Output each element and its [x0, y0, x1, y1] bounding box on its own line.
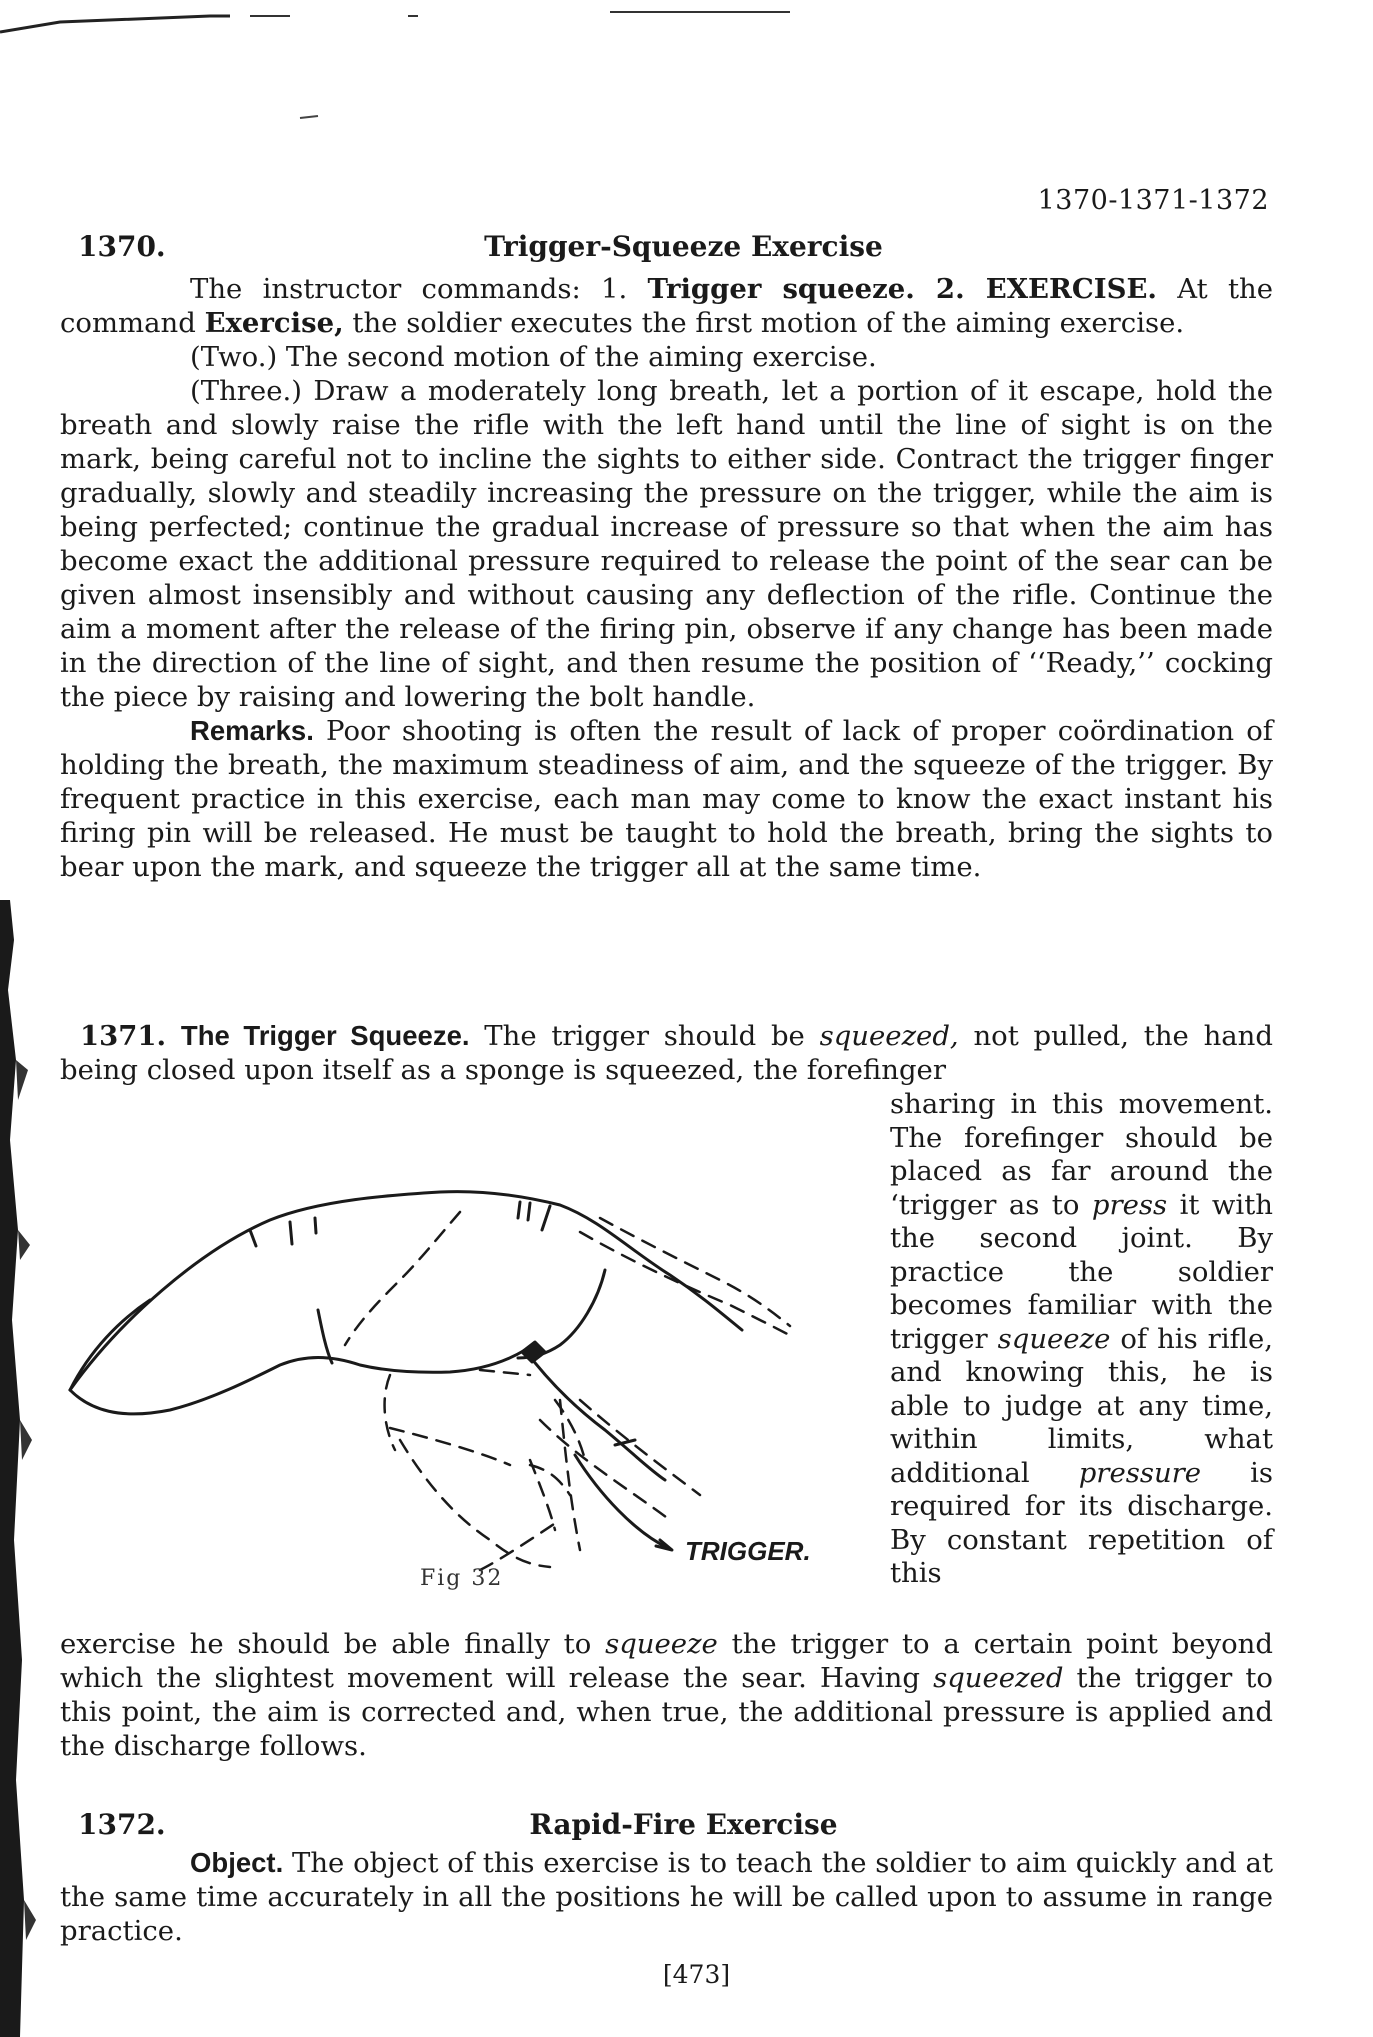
cont-text-b: the trigger to a certain point beyond which the slightest movement will release the sear. Having: [60, 1628, 1273, 1694]
section-1370-number: 1370.: [78, 230, 166, 263]
cont-text-a: exercise he should be able finally to: [60, 1628, 606, 1660]
scan-artifact-lines: [0, 0, 1373, 140]
side-text-c: of his rifle, and knowing this, he is able to judge at any time, within limits, what additional: [890, 1322, 1273, 1489]
trigger-label: TRIGGER.: [685, 1536, 811, 1566]
p1-command: Trigger squeeze. 2. EXERCISE.: [647, 273, 1157, 305]
section-1371-title: The Trigger Squeeze.: [180, 1020, 470, 1051]
object-label: Object.: [190, 1847, 284, 1878]
figure-caption: Fig 32: [420, 1566, 504, 1591]
intro-text-b: not pulled, the hand being closed upon itself as a sponge is squeezed, the forefinger: [60, 1020, 1273, 1086]
intro-emphasis: squeezed,: [819, 1020, 959, 1052]
remarks-text: Poor shooting is often the result of lack of proper coördination of holding the breath, the maximum steadiness of aim, and the squeeze of the trigger. By frequent practice in this exercise, each man may come to know the exact instant his firing pin will be released. He must be taught to hold the breath, bring the sights to bear upon the mark, and squeeze the trigger all at the same time.: [60, 715, 1273, 883]
section-1370-paragraph-1: [60, 272, 1273, 340]
side-text-b: it with the second joint. By practice the soldier becomes familiar with the trigger: [890, 1188, 1273, 1355]
p1-text-a: The instructor commands: 1.: [190, 273, 648, 305]
section-1372-object-paragraph: [60, 1846, 1273, 1948]
side-emphasis-squeeze: squeeze: [997, 1322, 1111, 1355]
p1-text-c: the soldier executes the first motion of the aiming exercise.: [343, 307, 1185, 339]
running-header-section-numbers: 1370-1371-1372: [1037, 185, 1269, 216]
section-1370-paragraph-three: (Three.) Draw a moderately long breath, let a portion of it escape, hold the breath and slowly raise the rifle with the left hand until the line of sight is on the mark, being careful not to incline the sights to either side. Contract the trigger finger gradually, slowly and steadily increasing the pressure on the trigger, while the aim is being perfected; continue the gradual increase of pressure so that when the aim has become exact the additional pressure required to release the point of the sear can be given almost insensibly and without causing any deflection of the rifle. Continue the aim a moment after the release of the firing pin, observe if any change has been made in the direction of the line of sight, and then resume the position of ‘‘Ready,’’ cocking the piece by raising and lowering the bolt handle.: [60, 375, 1273, 713]
section-1370-heading: [78, 230, 1269, 263]
section-1371-number: 1371.: [80, 1020, 167, 1052]
section-1370-body: [60, 272, 1273, 884]
object-text: The object of this exercise is to teach the soldier to aim quickly and at the same time accurately in all the positions he will be called upon to assume in range practice.: [60, 1847, 1273, 1947]
section-1372-heading: [78, 1808, 1269, 1841]
side-text-d: is required for its discharge. By constant repetition of this: [890, 1456, 1273, 1589]
section-1371-continuation: [60, 1627, 1273, 1763]
remarks-label: Remarks.: [190, 715, 314, 746]
section-1372-title: Rapid-Fire Exercise: [529, 1808, 838, 1841]
section-1372-body: [60, 1846, 1273, 1948]
trigger-finger-figure: [60, 1100, 890, 1580]
side-emphasis-press: press: [1091, 1188, 1168, 1221]
section-1371-intro: [60, 1019, 1273, 1087]
side-text-a: sharing in this movement. The forefinger should be placed as far around the ‘trigger as to: [890, 1088, 1273, 1221]
p1-command-exercise: Exercise,: [204, 307, 344, 339]
section-1370-title: Trigger-Squeeze Exercise: [484, 230, 883, 263]
section-1371-side-column: [890, 1088, 1273, 1591]
section-1372-number: 1372.: [78, 1808, 166, 1841]
scan-binding-edge: [0, 900, 40, 2037]
intro-text-a: The trigger should be: [469, 1020, 820, 1052]
cont-text-c: the trigger to this point, the aim is corrected and, when true, the additional pressure is applied and the discharge follows.: [60, 1662, 1273, 1762]
section-1370-paragraph-two: (Two.) The second motion of the aiming exercise.: [190, 341, 877, 373]
p1-text-b: At the command: [60, 273, 1273, 339]
section-1371-continuation-paragraph: [60, 1627, 1273, 1763]
page-number: [473]: [662, 1960, 731, 1989]
cont-emphasis-squeeze: squeeze: [605, 1628, 718, 1660]
section-1370-remarks: [60, 714, 1273, 884]
cont-emphasis-squeezed: squeezed: [933, 1662, 1064, 1694]
section-1371-paragraph: [60, 1019, 1273, 1087]
side-emphasis-pressure: pressure: [1078, 1456, 1202, 1489]
